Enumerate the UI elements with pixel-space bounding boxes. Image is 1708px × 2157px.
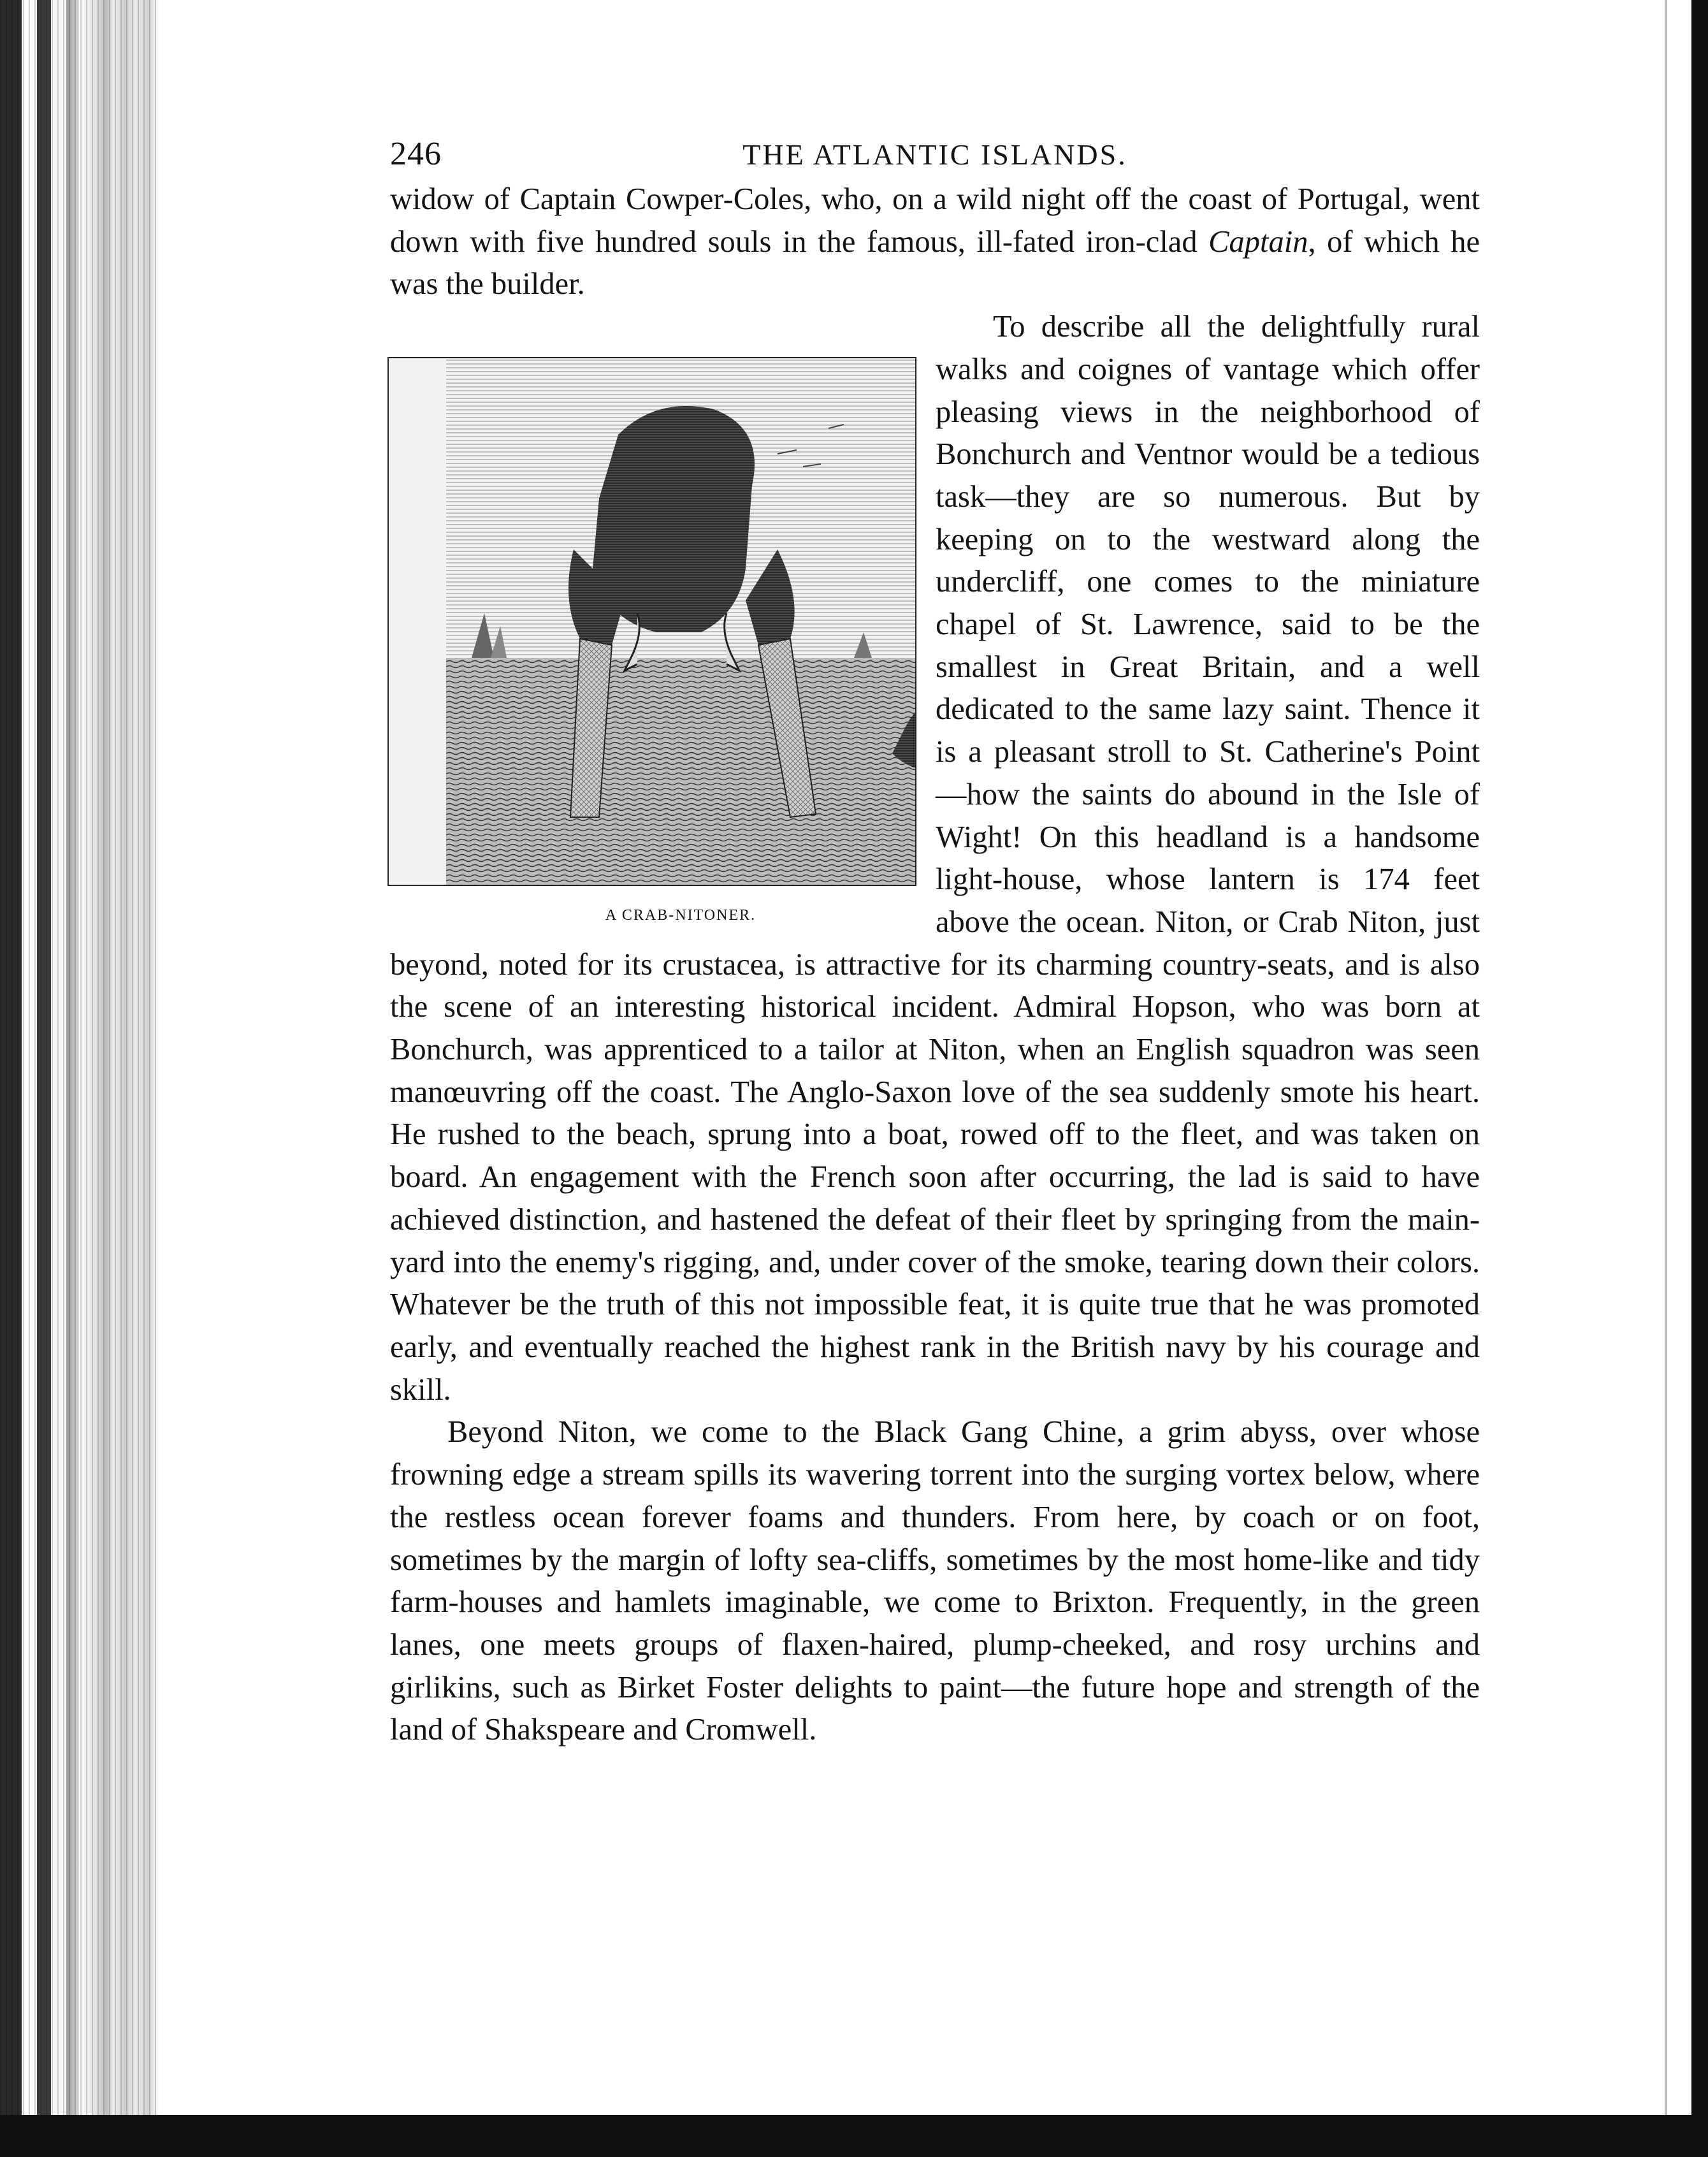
gutter-page-edges	[0, 0, 159, 2157]
figure-caption: A CRAB-NITONER.	[605, 907, 756, 924]
paragraph-1-end: , of which he was the builder.	[390, 224, 1480, 301]
page-header	[390, 127, 1480, 178]
paragraph-3	[390, 1411, 1480, 1752]
paragraph-2-text: To describe all the delightfully rural walks and coignes of vantage which offer pleasing views in the neighborhood of Bonchurch and Ventnor would be a tedious task—they are so numerous. But by keeping on to the westward along the undercliff, one comes to the miniature chapel of St. Lawrence, said to be the smallest in Great Britain, and a well dedicated to the same lazy saint. Thence it is a pleasant stroll to St. Catherine's Point—how the saints do abound in the Isle of Wight! On this headland is a handsome light-house, whose lantern is 174 feet above the ocean. Niton, or Crab Niton, just beyond, noted for its crustacea, is attractive for its charming country-seats, and is also the scene of an interesting historical incident. Admiral Hopson, who was born at Bonchurch, was apprenticed to a tailor at Niton, when an English squadron was seen manœuvring off the coast. The Anglo-Saxon love of the sea suddenly smote his heart. He rushed to the beach, sprung into a boat, rowed off to the fleet, and was taken on board. An engagement with the French soon after occurring, the lad is said to have achieved distinction, and hastened the defeat of their fleet by springing from the main-yard into the enemy's rigging, and, under cover of the smoke, tearing down their colors. Whatever be the truth of this not impossible feat, it is quite true that he was promoted early, and eventually reached the highest rank in the British navy by his courage and skill.	[390, 310, 1480, 1407]
scan-bottom-border	[0, 2115, 1708, 2157]
book-page	[390, 127, 1480, 1752]
paragraph-1	[390, 178, 1480, 306]
scan-right-border	[1691, 0, 1708, 2157]
running-title: THE ATLANTIC ISLANDS.	[742, 138, 1127, 171]
engraving-illustration	[387, 357, 916, 886]
paragraph-1-text: widow of Captain Cowper-Coles, who, on a wild night off the coast of Portugal, went down with five hundred souls in the famous, ill-fated iron-clad	[390, 182, 1480, 259]
engraving-image	[446, 358, 916, 885]
illustration-figure	[387, 357, 916, 928]
paragraph-3-text: Beyond Niton, we come to the Black Gang Chine, a grim abyss, over whose frowning edge a stream spills its wavering torrent into the surging vortex below, where the restless ocean forever foams and thunders. From here, by coach or on foot, sometimes by the margin of lofty sea-cliffs, sometimes by the most home-like and tidy farm-houses and hamlets imaginable, we come to Brixton. Frequently, in the green lanes, one meets groups of flaxen-haired, plump-cheeked, and rosy urchins and girlikins, such as Birket Foster delights to paint—the future hope and strength of the land of Shakspeare and Cromwell.	[390, 1415, 1480, 1747]
body-text	[390, 178, 1480, 1752]
scan-edge-line	[1665, 0, 1667, 2157]
ship-name: Captain	[1208, 224, 1308, 259]
page-number: 246	[390, 136, 442, 172]
paragraph-2	[390, 306, 1480, 1411]
